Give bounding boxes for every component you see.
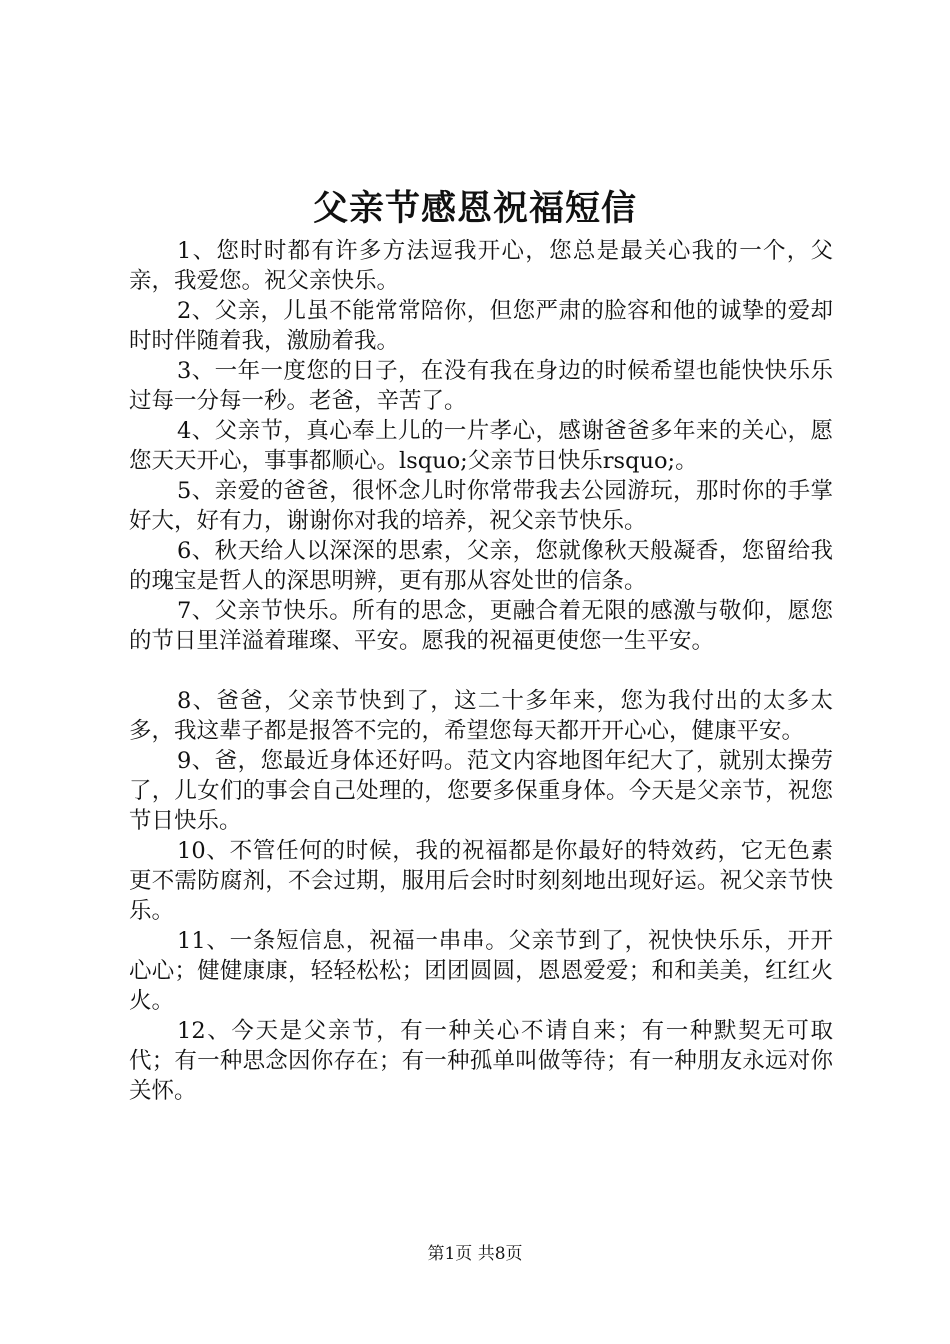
document-title: 父亲节感恩祝福短信 [312, 188, 637, 229]
paragraph-9: 9、爸，您最近身体还好吗。范文内容地图年纪大了，就别太操劳了，儿女们的事会自己处理的，您要多保重身体。今天是父亲节，祝您节日快乐。 [129, 748, 833, 834]
paragraph-1: 1、您时时都有许多方法逗我开心，您总是最关心我的一个，父亲，我爱您。祝父亲快乐。 [129, 238, 833, 294]
paragraph-10: 10、不管任何的时候，我的祝福都是你最好的特效药，它无色素更不需防腐剂，不会过期，服用后会时时刻刻地出现好运。祝父亲节快乐。 [129, 838, 833, 924]
paragraph-2: 2、父亲，儿虽不能常常陪你，但您严肃的脸容和他的诚挚的爱却时时伴随着我，激励着我。 [129, 298, 833, 354]
paragraph-8: 8、爸爸，父亲节快到了，这二十多年来，您为我付出的太多太多，我这辈子都是报答不完的，希望您每天都开开心心，健康平安。 [129, 688, 833, 744]
paragraph-11: 11、一条短信息，祝福一串串。父亲节到了，祝快快乐乐，开开心心；健健康康，轻轻松松；团团圆圆，恩恩爱爱；和和美美，红红火火。 [129, 928, 833, 1014]
paragraph-4: 4、父亲节，真心奉上儿的一片孝心，感谢爸爸多年来的关心，愿您天天开心，事事都顺心。lsquo;父亲节日快乐rsquo;。 [129, 418, 833, 474]
paragraph-5: 5、亲爱的爸爸，很怀念儿时你常带我去公园游玩，那时你的手掌好大，好有力，谢谢你对我的培养，祝父亲节快乐。 [129, 478, 833, 534]
document-body [129, 236, 833, 1106]
paragraph-6: 6、秋天给人以深深的思索，父亲，您就像秋天般凝香，您留给我的瑰宝是哲人的深思明辨，更有那从容处世的信条。 [129, 538, 833, 594]
paragraph-7: 7、父亲节快乐。所有的思念，更融合着无限的感激与敬仰，愿您的节日里洋溢着璀璨、平安。愿我的祝福更使您一生平安。 [129, 598, 833, 654]
page-number-footer: 第1页 共8页 [427, 1244, 523, 1264]
paragraph-12: 12、今天是父亲节，有一种关心不请自来；有一种默契无可取代；有一种思念因你存在；有一种孤单叫做等待；有一种朋友永远对你关怀。 [129, 1018, 833, 1104]
paragraph-3: 3、一年一度您的日子，在没有我在身边的时候希望也能快快乐乐过每一分每一秒。老爸，辛苦了。 [129, 358, 833, 414]
